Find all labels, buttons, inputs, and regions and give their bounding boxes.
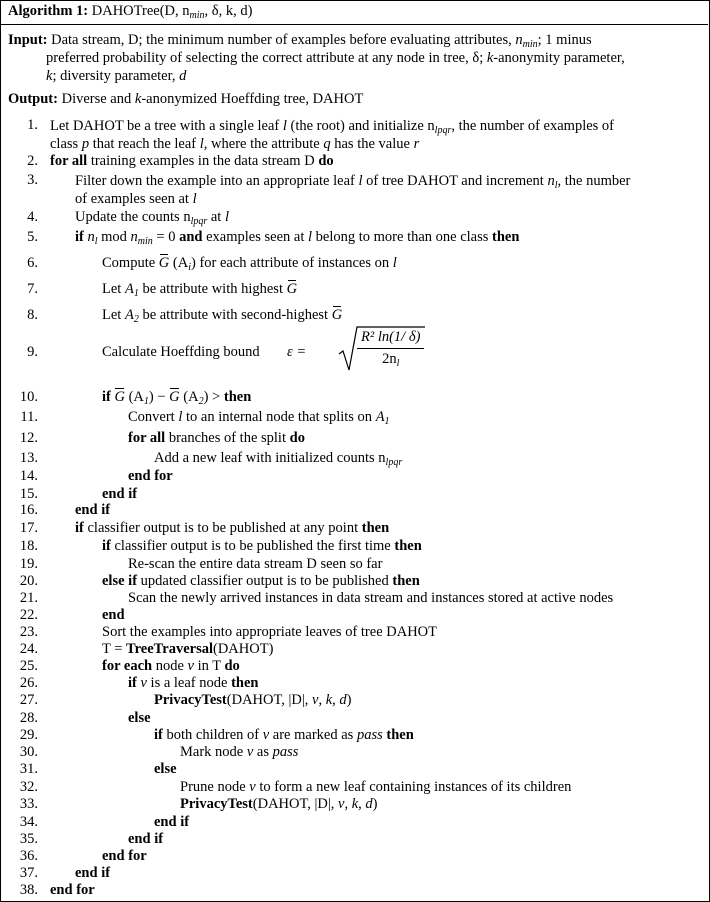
line-text <box>102 344 260 361</box>
t: end for <box>128 468 173 484</box>
t: ) <box>346 692 352 708</box>
line-number: 33. <box>19 796 38 812</box>
t: = 0 <box>152 229 180 245</box>
t: v <box>338 796 345 812</box>
input-line-2: preferred probability of selecting the correct attribute at any node in tree, δ; <box>46 50 487 66</box>
line-text <box>50 882 95 899</box>
t: l <box>192 191 197 207</box>
t: T = <box>102 641 127 657</box>
line-text <box>154 450 402 467</box>
t: (DAHOT, |D|, <box>252 796 339 812</box>
line-number: 35. <box>19 831 38 847</box>
t: end <box>102 607 125 623</box>
t: , <box>358 796 366 812</box>
t: G <box>169 389 180 405</box>
t: else <box>128 710 151 726</box>
line-text <box>75 520 389 537</box>
t: for all <box>50 153 88 169</box>
t: else if <box>102 573 138 589</box>
t: Scan the newly arrived instances in data stream and instances stored at active nodes <box>128 590 614 606</box>
line-text <box>154 761 177 778</box>
title-sub: min <box>189 10 205 21</box>
t: (A <box>124 389 144 405</box>
t: (A <box>179 389 199 405</box>
line-text <box>102 573 420 590</box>
t: end if <box>128 831 164 847</box>
t: v <box>262 727 270 743</box>
line-number: 16. <box>19 502 38 518</box>
t: , the number <box>557 173 631 189</box>
t: Filter down the example into an appropriate leaf <box>75 173 359 189</box>
t: l <box>554 180 558 191</box>
t: 2 <box>133 314 139 325</box>
line-text <box>102 281 297 298</box>
t: updated classifier output is to be published <box>137 573 393 589</box>
t: v <box>249 779 256 795</box>
t: if <box>102 389 111 405</box>
t: lpqr <box>385 457 403 468</box>
hoeffding-formula <box>287 344 306 361</box>
t: branches of the split <box>165 430 290 446</box>
line-number: 2. <box>27 153 38 169</box>
t: l <box>308 229 313 245</box>
t: are marked as <box>269 727 357 743</box>
t: end if <box>75 865 111 881</box>
t: l <box>178 409 183 425</box>
line-text <box>75 229 519 246</box>
line-text <box>128 710 151 727</box>
input-k: k <box>486 50 494 66</box>
line-number: 24. <box>19 641 38 657</box>
line-number: 30. <box>19 744 38 760</box>
t: Compute <box>102 255 159 271</box>
line-number: 14. <box>19 468 38 484</box>
line-text <box>102 641 273 658</box>
t: n <box>547 173 555 189</box>
t: do <box>318 153 334 169</box>
t: d <box>339 692 347 708</box>
t: in T <box>193 658 225 674</box>
line-text <box>102 538 422 555</box>
hoeffding-fraction <box>357 329 424 368</box>
t: l <box>282 118 287 134</box>
t: pass <box>356 727 383 743</box>
title-params: (D, n <box>159 3 190 19</box>
t: ) > <box>203 389 224 405</box>
t: end for <box>50 882 95 898</box>
t: l <box>94 236 98 247</box>
t: , where the attribute <box>203 136 324 152</box>
t: end if <box>154 814 190 830</box>
line-number: 32. <box>19 779 38 795</box>
line-number: 29. <box>19 727 38 743</box>
line-number: 25. <box>19 658 38 674</box>
t: n <box>130 229 138 245</box>
t: 1 <box>133 288 139 299</box>
t: Prune node <box>180 779 250 795</box>
output-text: Diverse and <box>61 91 135 107</box>
t: else <box>154 761 177 777</box>
t: PrivacyTest <box>154 692 227 708</box>
t: k <box>351 796 359 812</box>
t: ε = <box>287 344 307 360</box>
title-rule <box>0 24 708 25</box>
line-text <box>75 502 110 519</box>
t: if <box>102 538 111 554</box>
line-number: 37. <box>19 865 38 881</box>
t: Calculate Hoeffding bound <box>102 344 260 360</box>
t: (A <box>169 255 189 271</box>
t: 2 <box>198 396 204 407</box>
t: l <box>392 255 397 271</box>
t: TreeTraversal <box>126 641 213 657</box>
t: Let DAHOT be a tree with a single leaf <box>50 118 283 134</box>
line-number: 6. <box>27 255 38 271</box>
t: then <box>361 520 390 536</box>
line-text <box>102 307 342 324</box>
line-number: 20. <box>19 573 38 589</box>
line-text <box>102 255 397 272</box>
line-number: 8. <box>27 307 38 323</box>
t: examples seen at <box>202 229 308 245</box>
t: l <box>396 358 400 369</box>
line-text <box>102 658 240 675</box>
t: to form a new leaf containing instances of its children <box>255 779 572 795</box>
t: then <box>382 727 414 743</box>
line-text <box>180 779 571 796</box>
t: , <box>344 796 352 812</box>
t: and <box>179 229 203 245</box>
t: classifier output is to be published the first time <box>110 538 395 554</box>
t: ) for each attribute of instances on <box>191 255 393 271</box>
t: then <box>394 538 422 554</box>
input-label: Input: <box>8 32 48 48</box>
t: p <box>81 136 90 152</box>
line-text <box>128 675 258 692</box>
t: R² ln(1/ δ) <box>361 329 421 345</box>
t: , the number of examples of <box>451 118 615 134</box>
t: , <box>318 692 326 708</box>
line-number: 27. <box>19 692 38 708</box>
line-text <box>75 865 110 882</box>
line-text <box>128 409 390 426</box>
t: (the root) and initialize n <box>286 118 435 134</box>
line-text <box>128 468 173 485</box>
t: classifier output is to be published at any point <box>83 520 362 536</box>
output-rest: -anonymized Hoeffding tree, DAHOT <box>141 91 364 107</box>
line-number: 38. <box>19 882 38 898</box>
t: node <box>152 658 188 674</box>
output-k: k <box>134 91 142 107</box>
t: Update the counts n <box>75 209 191 225</box>
t: then <box>231 675 259 691</box>
line-number: 1. <box>27 117 38 133</box>
line-text <box>154 692 352 709</box>
line-text <box>128 590 613 607</box>
t: then <box>223 389 252 405</box>
line-text <box>128 430 305 447</box>
line-text <box>75 172 695 208</box>
t: l <box>358 173 363 189</box>
line-number: 4. <box>27 209 38 225</box>
t: Add a new leaf with initialized counts n <box>154 450 386 466</box>
line-text <box>102 607 125 624</box>
line-text <box>50 153 334 170</box>
line-number: 18. <box>19 538 38 554</box>
t: G <box>158 255 170 271</box>
t: both children of <box>162 727 263 743</box>
t: G <box>331 307 343 323</box>
t: ) <box>372 796 378 812</box>
title-rest: , δ, k, d) <box>204 3 253 19</box>
line-number: 28. <box>19 710 38 726</box>
line-number: 9. <box>27 344 38 360</box>
t: 1 <box>143 396 149 407</box>
t: is a leaf node <box>146 675 232 691</box>
t: lpqr <box>190 216 208 227</box>
t: v <box>246 744 254 760</box>
t: l <box>224 209 229 225</box>
line-number: 15. <box>19 486 38 502</box>
t: Mark node <box>180 744 247 760</box>
line-text <box>102 624 437 641</box>
line-number: 5. <box>27 229 38 245</box>
t: G <box>286 281 298 297</box>
input-d: d <box>179 68 187 84</box>
t: ) − <box>148 389 170 405</box>
line-text <box>128 831 163 848</box>
t: as <box>253 744 273 760</box>
line-number: 26. <box>19 675 38 691</box>
output-label: Output: <box>8 91 58 107</box>
t: has the value <box>330 136 414 152</box>
input-block <box>8 31 700 85</box>
line-text <box>154 814 189 831</box>
t: A <box>124 307 134 323</box>
t: be attribute with highest <box>138 281 287 297</box>
line-text <box>75 209 229 226</box>
line-number: 10. <box>19 389 38 405</box>
output-block <box>8 90 700 108</box>
t: if <box>75 229 84 245</box>
t: then <box>492 229 520 245</box>
t: end if <box>75 502 111 518</box>
line-number: 7. <box>27 281 38 297</box>
t: pass <box>272 744 299 760</box>
title-name: DAHOTree <box>91 3 160 19</box>
t: 1 <box>384 416 390 427</box>
t: then <box>392 573 420 589</box>
t: if <box>75 520 84 536</box>
line-number: 12. <box>19 430 38 446</box>
t: of tree DAHOT and increment <box>362 173 548 189</box>
t: be attribute with second-highest <box>138 307 332 323</box>
line-number: 21. <box>19 590 38 606</box>
t: v <box>312 692 319 708</box>
t: class <box>50 136 82 152</box>
t: A <box>124 281 134 297</box>
line-number: 17. <box>19 520 38 536</box>
input-k2: k <box>46 68 53 84</box>
t: mod <box>97 229 131 245</box>
t: l <box>199 136 204 152</box>
input-text-4: ; diversity parameter, <box>52 68 180 84</box>
line-number: 3. <box>27 172 38 188</box>
t: Let <box>102 307 125 323</box>
t: belong to more than one class <box>312 229 493 245</box>
title-label: Algorithm 1: <box>8 3 89 19</box>
t: n <box>87 229 95 245</box>
input-nsub: min <box>522 39 538 50</box>
t: v <box>140 675 147 691</box>
line-number: 36. <box>19 848 38 864</box>
input-n: n <box>515 32 523 48</box>
t: k <box>325 692 333 708</box>
t: lpqr <box>434 125 452 136</box>
t: end for <box>102 848 147 864</box>
t: (DAHOT, |D|, <box>226 692 313 708</box>
t: Convert <box>128 409 179 425</box>
line-number: 22. <box>19 607 38 623</box>
t: do <box>224 658 240 674</box>
line-text <box>102 486 137 503</box>
t: for all <box>128 430 166 446</box>
t: do <box>289 430 305 446</box>
line-number: 11. <box>20 409 38 425</box>
t: A <box>375 409 385 425</box>
line-text <box>50 117 692 153</box>
line-text <box>102 848 147 865</box>
t: min <box>137 236 153 247</box>
line-number: 23. <box>19 624 38 640</box>
t: d <box>365 796 373 812</box>
line-number: 13. <box>19 450 38 466</box>
t: training examples in the data stream D <box>87 153 319 169</box>
algorithm-title <box>8 3 252 20</box>
line-number: 34. <box>19 814 38 830</box>
t: Sort the examples into appropriate leaves of tree DAHOT <box>102 624 438 640</box>
t: , <box>332 692 340 708</box>
t: r <box>413 136 420 152</box>
input-text-1: Data stream, D; the minimum number of examples before evaluating attributes, <box>51 32 516 48</box>
t: 2n <box>382 351 397 367</box>
input-text-3: -anonymity parameter, <box>493 50 625 66</box>
t: G <box>114 389 125 405</box>
line-text <box>154 727 414 744</box>
t: at <box>207 209 225 225</box>
t: that reach the leaf <box>89 136 200 152</box>
t: (DAHOT) <box>213 641 274 657</box>
line-text <box>102 389 251 406</box>
input-text-2: ; 1 minus <box>537 32 592 48</box>
t: if <box>154 727 163 743</box>
line-number: 31. <box>19 761 38 777</box>
t: Let <box>102 281 125 297</box>
t: i <box>188 262 191 273</box>
t: q <box>323 136 331 152</box>
line-text <box>180 796 378 813</box>
t: to an internal node that splits on <box>182 409 376 425</box>
line-text <box>128 556 382 573</box>
t: for each <box>102 658 153 674</box>
t: PrivacyTest <box>180 796 253 812</box>
algorithm-title-bar <box>0 0 708 25</box>
t: if <box>128 675 137 691</box>
t: v <box>187 658 194 674</box>
t: of examples seen at <box>75 191 193 207</box>
line-number: 19. <box>19 556 38 572</box>
line-text <box>180 744 298 761</box>
t: Re-scan the entire data stream D seen so far <box>128 556 383 572</box>
t: end if <box>102 486 138 502</box>
